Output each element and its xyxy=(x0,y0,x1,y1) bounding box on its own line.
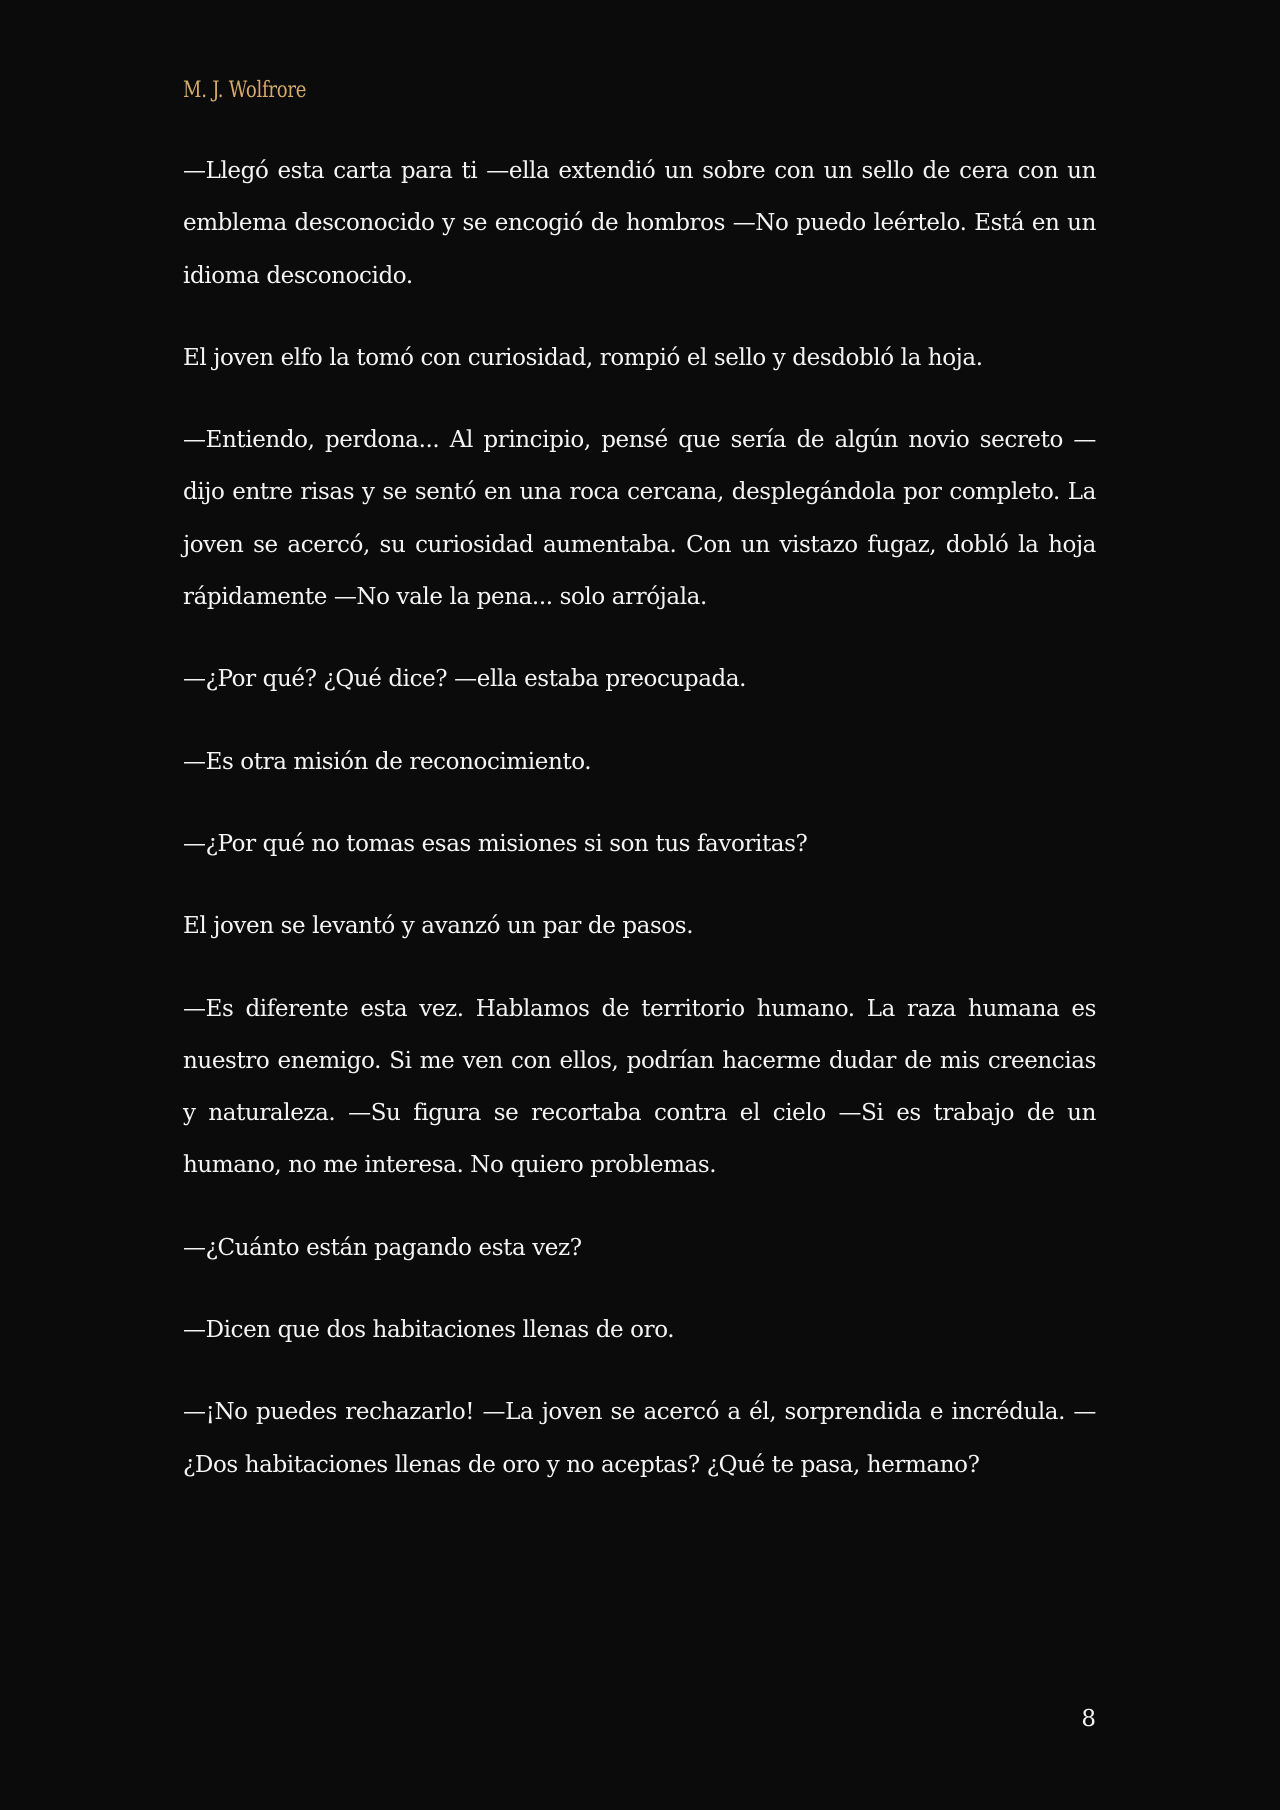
paragraph: El joven se levantó y avanzó un par de pasos. xyxy=(183,913,694,940)
paragraph: —¡No puedes rechazarlo! —La joven se acercó a él, sorprendida e incrédula. —¿Dos habitaciones llenas de oro y no aceptas? ¿Qué te pasa, hermano? xyxy=(183,1399,1096,1478)
running-head-author: M. J. Wolfrore xyxy=(183,78,307,103)
paragraph: —¿Por qué? ¿Qué dice? —ella estaba preocupada. xyxy=(183,666,747,693)
paragraph: —Dicen que dos habitaciones llenas de oro. xyxy=(183,1317,675,1344)
page-body xyxy=(183,145,1096,1521)
paragraph: —¿Cuánto están pagando esta vez? xyxy=(183,1234,582,1261)
paragraph: —Es otra misión de reconocimiento. xyxy=(183,748,592,775)
page-number: 8 xyxy=(1081,1706,1096,1732)
paragraph: El joven elfo la tomó con curiosidad, rompió el sello y desdobló la hoja. xyxy=(183,344,983,371)
paragraph: —¿Por qué no tomas esas misiones si son tus favoritas? xyxy=(183,830,808,857)
paragraph: —Entiendo, perdona... Al principio, pensé que sería de algún novio secreto —dijo entre risas y se sentó en una roca cercana, desplegándola por completo. La joven se acercó, su curiosidad aumentaba. Con un vistazo fugaz, dobló la hoja rápidamente —No vale la pena... solo arrójala. xyxy=(183,427,1096,611)
paragraph: —Llegó esta carta para ti —ella extendió un sobre con un sello de cera con un emblema desconocido y se encogió de hombros —No puedo leértelo. Está en un idioma desconocido. xyxy=(183,158,1096,289)
paragraph: —Es diferente esta vez. Hablamos de territorio humano. La raza humana es nuestro enemigo. Si me ven con ellos, podrían hacerme dudar de mis creencias y naturaleza. —Su figura se recortaba contra el cielo —Si es trabajo de un humano, no me interesa. No quiero problemas. xyxy=(183,995,1096,1179)
